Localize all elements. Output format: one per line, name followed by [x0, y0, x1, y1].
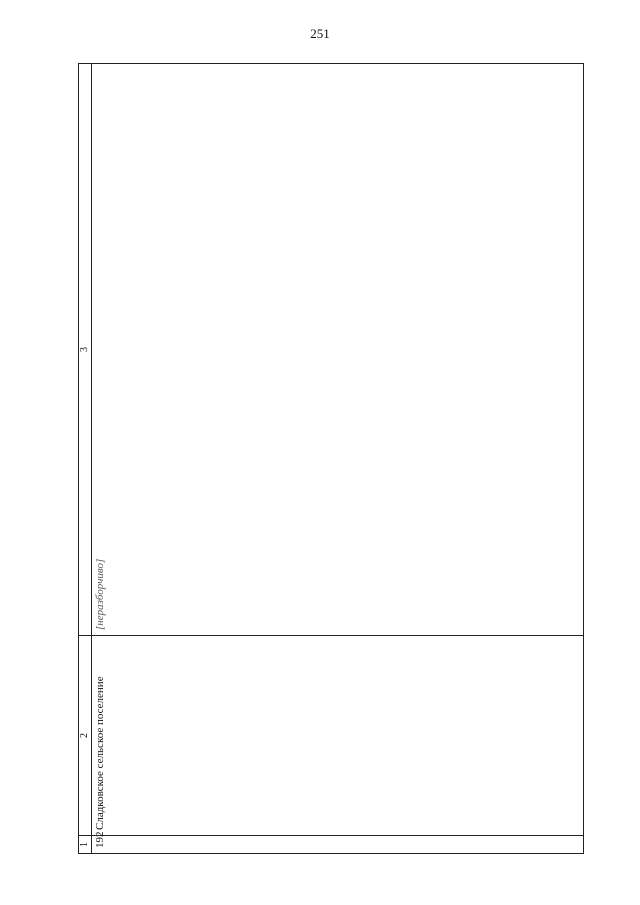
column-number: 1	[79, 836, 92, 854]
row-number: 192	[92, 836, 584, 854]
column-number: 2	[79, 636, 92, 836]
column-number: 3	[79, 64, 92, 636]
indicator-text: [неразборчиво]	[92, 64, 584, 636]
document-table-area	[78, 64, 584, 854]
column-number-row	[79, 64, 92, 854]
table-row	[92, 64, 584, 854]
settlement-name: Сладковское сельское поселение	[92, 636, 584, 836]
page-number: 251	[310, 26, 330, 41]
document-table	[78, 63, 584, 854]
